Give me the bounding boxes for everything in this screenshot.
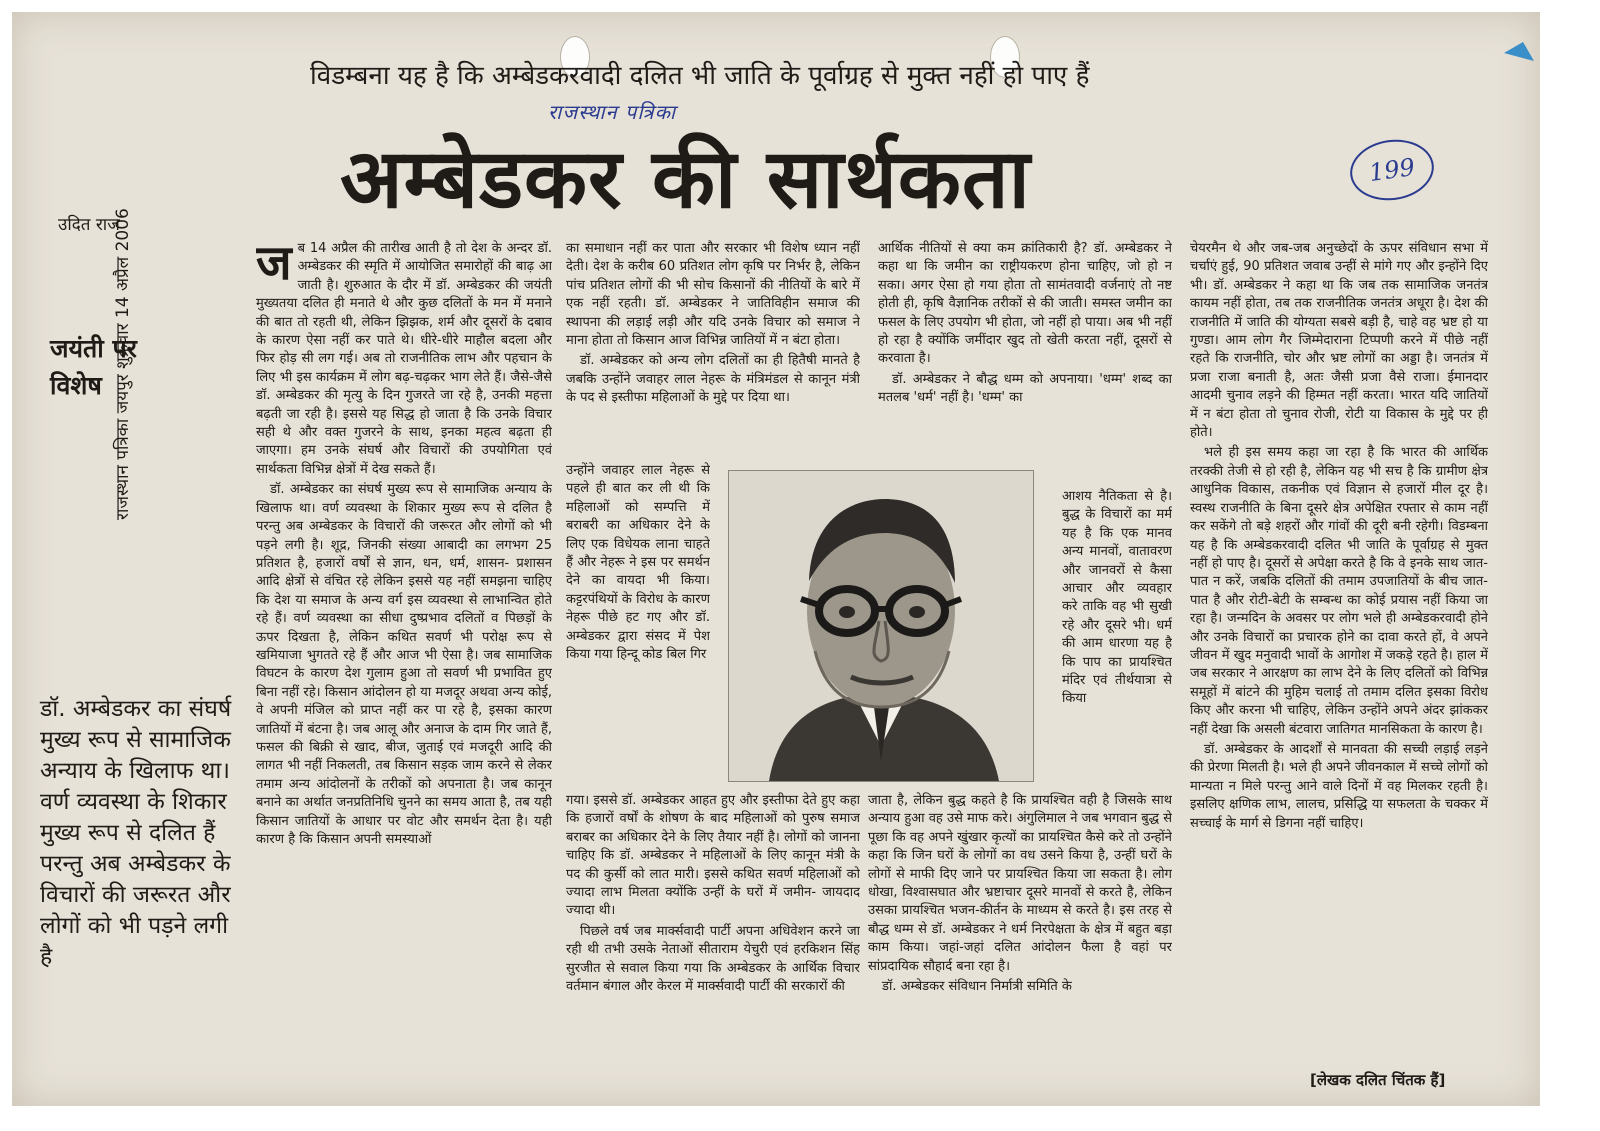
kicker: विडम्बना यह है कि अम्बेडकरवादी दलित भी जाति के पूर्वाग्रह से मुक्त नहीं हो पाए हैं [310,61,1090,91]
article-column-2-narrow [566,462,710,784]
portrait-photo [728,470,1034,782]
paragraph: जाता है, लेकिन बुद्ध कहते है कि प्रायश्चित वही है जिसके साथ अन्याय हुआ वह उसे माफ करे। अंगुलिमाल ने जब भगवान बुद्ध से पूछा कि वह अपने खुंखार कृत्यों का प्रायश्चित कैसे करे तो उन्होंने कहा कि जिन घरों के लोगों का वध उसने किया है, उन्हीं घरों के लोगों से माफी दिए जाने पर प्रायश्चित किया जा सकता है। लोग धोखा, विश्वासघात और भ्रष्टाचार दूसरे मानवों से करते है, लेकिन उसका प्रायश्चित भजन-कीर्तन के माध्यम से करते है। इस तरह से बौद्ध धम्म से डॉ. अम्बेडकर ने धर्म निरपेक्षता के क्षेत्र में बहुत बड़ा काम किया। जहां-जहां दलित आंदोलन फैला है वहां पर सांप्रदायिक सौहार्द बना रहा है। [868,793,1172,974]
portrait-sketch [729,471,1033,781]
paragraph: चेयरमैन थे और जब-जब अनुच्छेदों के ऊपर संविधान सभा में चर्चाएं हुई, 90 प्रतिशत जवाब उन्हीं से मांगे गए और इन्होंने दिए भी। डॉ. अम्बेडकर ने कहा था कि जब तक सामाजिक जनतंत्र कायम नहीं होता, तब तक राजनीतिक जनतंत्र अधूरा है। देश की राजनीति में जाति की योग्यता सबसे बड़ी है, चाहे वह भ्रष्ट हो या गुण्डा। आम लोग गैर जिम्मेदाराना टिप्पणी करने में पीछे नहीं रहते कि राजनीति, चोर और भ्रष्ट लोगों का अड्डा है। जनतंत्र में प्रजा राजा बनाती है, अतः जैसी प्रजा वैसे राजा। ईमानदार आदमी चुनाव लड़ने की हिम्मत नहीं करता। भारत यदि जातियों में न बंटा होता तो चुनाव रोजी, रोटी या विकास के मुद्दे पर ही होते। [1190,241,1488,441]
paragraph: डॉ. अम्बेडकर का संघर्ष मुख्य रूप से सामाजिक अन्याय के खिलाफ था। वर्ण व्यवस्था के शिकार मुख्य रूप से दलित है परन्तु अब अम्बेडकर के विचारों की जरूरत और लोगों को भी पड़ने लगी है। शूद्र, जिनकी संख्या आबादी का लगभग 25 प्रतिशत है, हजारों वर्षों से ज्ञान, धन, धर्म, शासन- प्रशासन आदि क्षेत्रों से वंचित रहे लेकिन इससे यह नहीं समझना चाहिए कि देश या समाज के अन्य वर्ग इस व्यवस्था से लाभान्वित होते रहे हैं। वर्ण व्यवस्था का सीधा दुष्प्रभाव दलितों व पिछड़ों के ऊपर दिखता है, लेकिन कथित सवर्ण भी परोक्ष रूप से खमियाजा भुगतते रहे हैं और आज भी ऐसा है। जब सामाजिक विघटन के कारण देश गुलाम हुआ तो सवर्ण भी प्रभावित हुए बिना नहीं रहे। किसान आंदोलन हो या मजदूर अथवा अन्य कोई, वे अपनी मंजिल को प्राप्त नहीं कर पा रहे है, इसका कारण जातियों में बंटना है। जब आलू और अनाज के दाम गिर जाते हैं, फसल की बिक्री से खाद, बीज, जुताई एवं मजदूरी आदि की लागत भी नहीं निकलती, तब किसान सड़क जाम करने से लेकर तमाम अन्य आंदोलनों के तरीकों को अपनाता है। जब कानून बनाने का अर्थात जनप्रतिनिधि चुनने का समय आता है, तब यही किसान जातियों के आधार पर वोट और समर्थन देता है। यही कारण है कि किसान अपनी समस्याओं [256,482,552,847]
paragraph: का समाधान नहीं कर पाता और सरकार भी विशेष ध्यान नहीं देती। देश के करीब 60 प्रतिशत लोग कृषि पर निर्भर है, लेकिन पांच प्रतिशत लोगों की भी सोच किसानों की नीतियों के बारे में एक नहीं रहती। डॉ. अम्बेडकर ने जातिविहीन समाज की स्थापना की लड़ाई लड़ी और यदि उनके विचार को समाज ने माना होता तो किसान आज विभिन्न जातियों में न बंटा होता। [566,241,860,349]
paragraph: उन्होंने जवाहर लाल नेहरू से पहले ही बात कर ली थी कि महिलाओं को सम्पत्ति में बराबरी का अधिकार देने के लिए एक विधेयक लाना चाहते हैं और नेहरू ने इस पर समर्थन देने का वायदा भी किया। कट्टरपंथियों के विरोध के कारण नेहरू पीछे हट गए और डॉ. अम्बेडकर द्वारा संसद में पेश किया गया हिन्दू कोड बिल गिर [566,463,710,663]
article-column-4 [1190,240,1488,1082]
byline: [लेखक दलित चिंतक हैं] [1310,1071,1446,1089]
paragraph: डॉ. अम्बेडकर के आदर्शों से मानवता की सच्ची लड़ाई लड़ने की प्रेरणा मिलती है। भले ही अपने जीवनकाल में सच्चे लोगों को मान्यता न मिले परन्तु आने वाले दिनों में वह मिलकर रहती है। इसलिए क्षणिक लाभ, लालच, प्रसिद्धि या सफलता के चक्कर में सच्चाई के मार्ग से डिगना नहीं चाहिए। [1190,741,1488,831]
paragraph: आर्थिक नीतियों से क्या कम क्रांतिकारी है? डॉ. अम्बेडकर ने कहा था कि जमीन का राष्ट्रीयकरण होना चाहिए, जो हो न सका। अगर ऐसा हो गया होता तो सामंतवादी वर्जनाएं तो नष्ट होती ही, कृषि वैज्ञानिक तरीकों से की जाती। समस्त जमीन का फसल के लिए उपयोग भी होता, जो नहीं हो पाया। अब भी नहीं हो रहा है क्योंकि जमींदार खुद तो खेती करता नहीं, दूसरों से करवाता है। [878,241,1172,367]
article-column-2-lower [566,792,860,1082]
paragraph: पिछले वर्ष जब मार्क्सवादी पार्टी अपना अधिवेशन करने जा रही थी तभी उसके नेताओं सीताराम येचुरी एवं हरकिशन सिंह सुरजीत से सवाल किया गया कि अम्बेडकर के आर्थिक विचार वर्तमान बंगाल और केरल में मार्क्सवादी पार्टी की सरकारों की [566,923,860,995]
article-column-1 [256,240,552,980]
author: उदित राज [58,215,120,235]
article-column-3-lower [868,792,1172,1082]
dateline: राजस्थान पत्रिका जयपुर शुक्रवार 14 अप्रैल 2006 [113,208,133,520]
pull-quote: डॉ. अम्बेडकर का संघर्ष मुख्य रूप से सामाजिक अन्याय के खिलाफ था। वर्ण व्यवस्था के शिकार मुख्य रूप से दलित हैं परन्तु अब अम्बेडकर के विचारों की जरूरत और लोगों को भी पड़ने लगी है [40,696,232,970]
handwritten-source-note: राजस्थान पत्रिका [548,100,677,124]
paragraph: गया। इससे डॉ. अम्बेडकर आहत हुए और इस्तीफा देते हुए कहा कि हजारों वर्षों के शोषण के बाद महिलाओं को पुरुष समाज बराबर का अधिकार देने के लिए तैयार नहीं है। लोगों को जानना चाहिए कि डॉ. अम्बेडकर ने महिलाओं के लिए कानून मंत्री के पद की कुर्सी को लात मारी। इससे कथित सवर्ण महिलाओं को ज्यादा लाभ मिलता क्योंकि उन्हीं के घरों में जमीन- जायदाद ज्यादा थी। [566,793,860,919]
headline: अम्बेडकर की सार्थकता [340,132,1031,227]
article-column-2 [566,240,860,460]
paragraph: डॉ. अम्बेडकर को अन्य लोग दलितों का ही हितैषी मानते है जबकि उन्होंने जवाहर लाल नेहरू के मंत्रिमंडल से कानून मंत्री के पद से इस्तीफा महिलाओं के मुद्दे पर दिया था। [566,353,860,406]
section-label: जयंती पर विशेष [50,334,137,400]
paragraph: भले ही इस समय कहा जा रहा है कि भारत की आर्थिक तरक्की तेजी से हो रही है, लेकिन यह भी सच है कि ग्रामीण क्षेत्र आधुनिक विकास, तकनीक एवं विज्ञान से हजारों मील दूर है। स्वस्थ राजनीति के बिना दूसरे क्षेत्र अपेक्षित रफ्तार से काम नहीं कर सकेंगे तो बड़े शहरों और गांवों की दूरी बनी रहेगी। विडम्बना यह है कि अम्बेडकरवादी दलित भी जाति के पूर्वाग्रह से मुक्त नहीं हो पाए है। दूसरों से अपेक्षा करते है कि वे इनके साथ जात-पात न करें, जबकि दलितों की तमाम उपजातियों के बीच जात-पात है और रोटी-बेटी के सम्बन्ध का कोई प्रयास नहीं किया जा रहा है। जन्मदिन के अवसर पर लोग भले ही अम्बेडकरवादी होने और उनके विचारों का प्रचारक होने का दावा करते हों, वे अपने जीवन में खुद मनुवादी भावों के आगोश में जकड़े रहते है। हाल में जब सरकार ने आरक्षण का लाभ देने के लिए दलितों को विभिन्न समूहों में बांटने की मुहिम चलाई तो तमाम दलित इसका विरोध किए और करना भी चाहिए, लेकिन उन्होंने अपने अंदर झांककर नहीं देखा कि असली बंटवारा जातिगत मानसिकता के कारण है। [1190,445,1488,737]
drop-cap: ज [256,240,292,291]
paragraph: डॉ. अम्बेडकर ने बौद्ध धम्म को अपनाया। 'धम्म' शब्द का मतलब 'धर्म' नहीं है। 'धम्म' का [878,371,1172,406]
paragraph: आशय नैतिकता से है। बुद्ध के विचारों का मर्म यह है कि एक मानव अन्य मानवों, वातावरण और जानवरों से कैसा आचार और व्यवहार करे ताकि वह भी सुखी रहे और दूसरे भी। धर्म की आम धारणा यह है कि पाप का प्रायश्चित मंदिर एवं तीर्थयात्रा से किया [1062,489,1172,707]
article-column-3-narrow [1062,488,1172,788]
article-column-3 [878,240,1172,488]
paragraph: ब 14 अप्रैल की तारीख आती है तो देश के अन्दर डॉ. अम्बेडकर की स्मृति में आयोजित समारोहों की बाढ़ आ जाती है। शुरुआत के दौर में डॉ. अम्बेडकर की जयंती मुख्यतया दलित ही मनाते थे और कुछ दलितों के मन में मनाने की बात तो रहती थी, लेकिन झिझक, शर्म और दूसरों के दबाव के कारण ऐसा नहीं कर पाते थे। धीरे-धीरे माहौल बदला और फिर होड़ सी लग गई। अब तो राजनीतिक लाभ और पहचान के लिए भी इस कार्यक्रम में लोग बढ़-चढ़कर भाग लेते हैं। जैसे-जैसे डॉ. अम्बेडकर की मृत्यु के दिन गुजरते जा रहे है, उनकी महत्ता बढ़ती जा रही है। इससे यह सिद्ध हो जाता है कि उनके विचार सही थे और वक्त गुजरने के साथ, इनका महत्व बढ़ता ही जाएगा। हम उनके संघर्ष और विचारों की उपयोगिता एवं सार्थकता विभिन्न क्षेत्रों में देख सकते हैं। [256,241,552,477]
page-number: 199 [1346,134,1438,205]
paragraph: डॉ. अम्बेडकर संविधान निर्मात्री समिति के [882,979,1072,995]
